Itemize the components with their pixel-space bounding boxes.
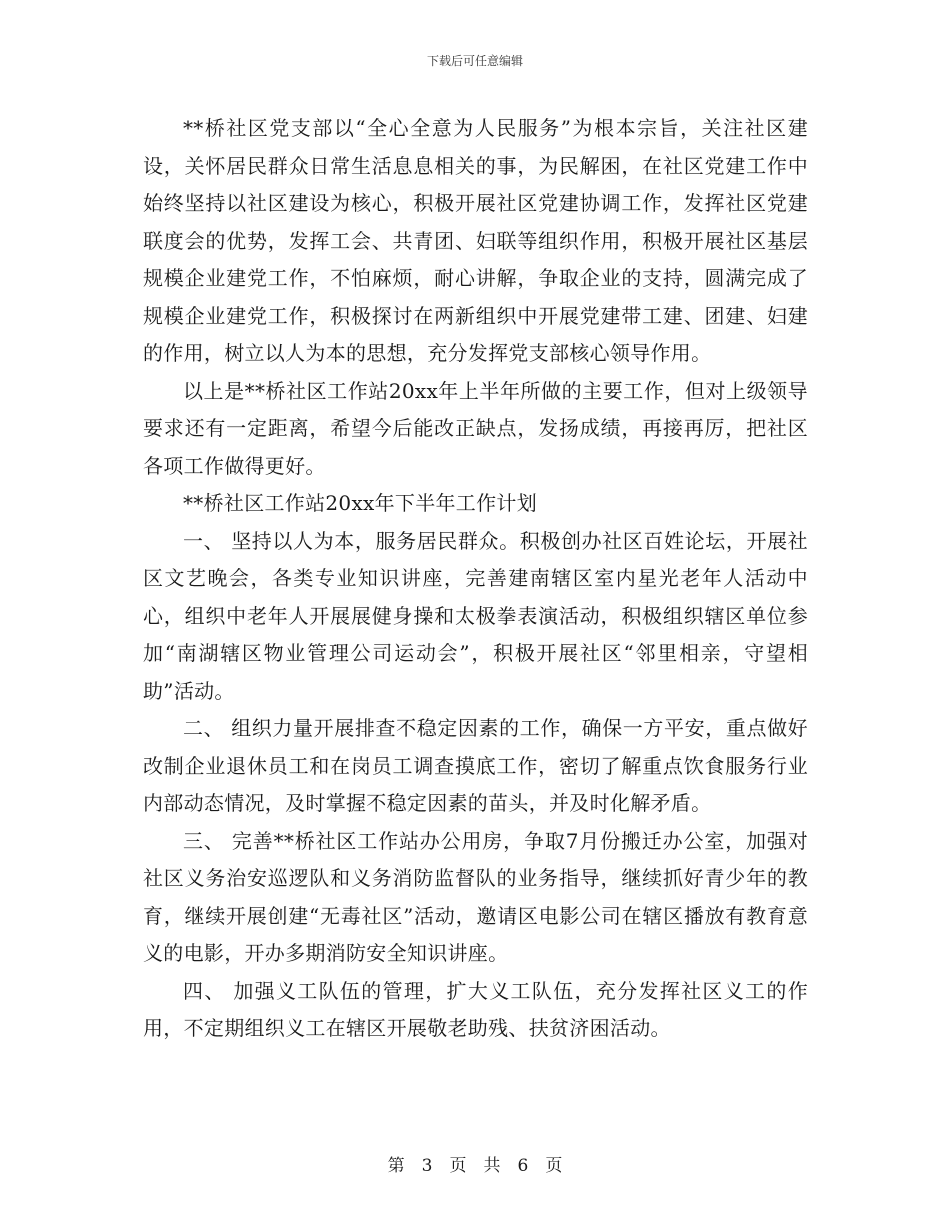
- paragraph-summary: 以上是**桥社区工作站20xx年上半年所做的主要工作，但对上级领导要求还有一定距离，希望今后能改正缺点，发扬成绩，再接再厉，把社区各项工作做得更好。: [143, 378, 808, 478]
- page-header-note: 下载后可任意编辑: [426, 54, 523, 68]
- paragraph-plan-item-2: 二、 组织力量开展排查不稳定因素的工作，确保一方平安，重点做好改制企业退休员工和在岗员工调查摸底工作，密切了解重点饮食服务行业内部动态情况，及时掌握不稳定因素的苗头，并及时化解矛盾。: [143, 716, 808, 815]
- page-mid: 页: [449, 1156, 467, 1176]
- document-body: [143, 110, 808, 1048]
- page-current: 3: [421, 1156, 433, 1176]
- page-total-prefix: 共: [483, 1156, 501, 1176]
- paragraph-party-branch: **桥社区党支部以“全心全意为人民服务”为根本宗旨，关注社区建设，关怀居民群众日常生活息息相关的事，为民解困，在社区党建工作中始终坚持以社区建设为核心，积极开展社区党建协调工作，发挥社区党建联度会的优势，发挥工会、共青团、妇联等组织作用，积极开展社区基层规模企业建党工作，不怕麻烦，耐心讲解，争取企业的支持，圆满完成了规模企业建党工作，积极探讨在两新组织中开展党建带工建、团建、妇建的作用，树立以人为本的思想，充分发挥党支部核心领导作用。: [143, 116, 808, 365]
- paragraph-plan-item-3: 三、 完善**桥社区工作站办公用房，争取7月份搬迁办公室，加强对社区义务治安巡逻队和义务消防监督队的业务指导，继续抓好青少年的教育，继续开展创建“无毒社区”活动，邀请区电影公司在辖区播放有教育意义的电影，开办多期消防安全知识讲座。: [143, 828, 808, 965]
- paragraph-plan-item-1: 一、 坚持以人为本，服务居民群众。积极创办社区百姓论坛，开展社区文艺晚会，各类专业知识讲座，完善建南辖区室内星光老年人活动中心，组织中老年人开展展健身操和太极拳表演活动，积极组织辖区单位参加“南湖辖区物业管理公司运动会”，积极开展社区“邻里相亲，守望相助”活动。: [143, 528, 808, 703]
- paragraph-plan-item-4: 四、 加强义工队伍的管理，扩大义工队伍，充分发挥社区义工的作用，不定期组织义工在辖区开展敬老助残、扶贫济困活动。: [143, 978, 808, 1040]
- page-suffix: 页: [545, 1156, 563, 1176]
- page-total: 6: [517, 1156, 529, 1176]
- page-number-footer: [0, 1155, 950, 1177]
- paragraph-plan-title: **桥社区工作站20xx年下半年工作计划: [183, 491, 538, 515]
- page-prefix: 第: [387, 1156, 405, 1176]
